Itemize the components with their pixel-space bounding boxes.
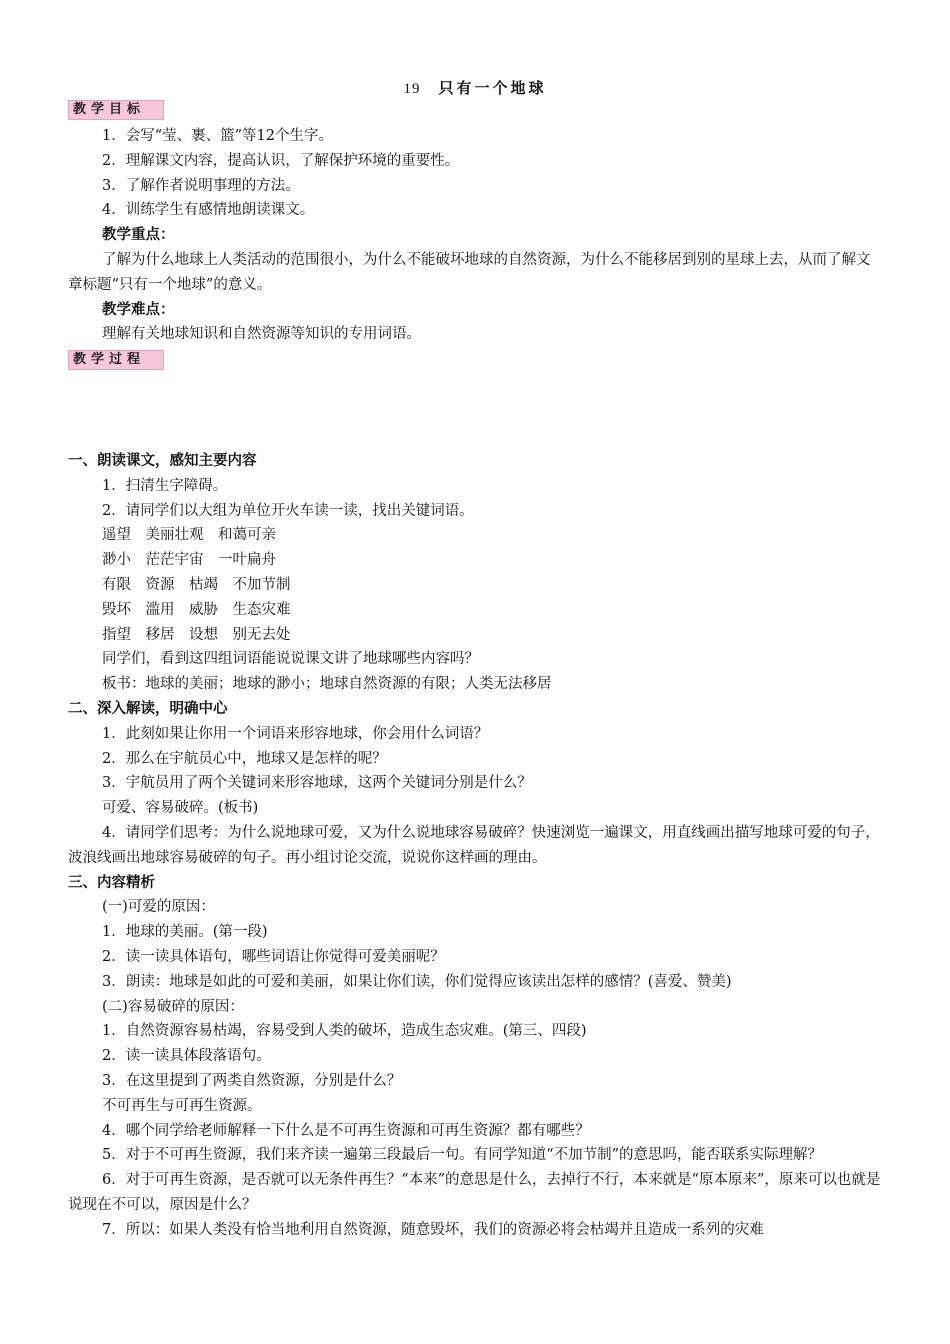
key-point-label: 教学重点：	[102, 226, 175, 244]
section-line: 同学们，看到这四组词语能说说课文讲了地球哪些内容吗？	[102, 651, 479, 668]
section-line: 4．哪个同学给老师解释一下什么是不可再生资源和可再生资源？都有哪些？	[102, 1122, 590, 1139]
key-point-text: 了解为什么地球上人类活动的范围很小，为什么不能破坏地球的自然资源，为什么不能移居到别的星球上去，从而了解文章标题“只有一个地球”的意义。	[68, 251, 871, 293]
goal-item: 1．会写“莹、裹、篮”等12个生字。	[102, 128, 334, 144]
section-line: 3．在这里提到了两类自然资源，分别是什么？	[102, 1072, 402, 1089]
section-line: 可爱、容易破碎。(板书)	[102, 800, 259, 817]
word-group: 毁坏 滥用 威胁 生态灾难	[102, 601, 291, 618]
goals-block	[68, 124, 883, 347]
lesson-number: 19	[403, 81, 421, 97]
lesson-title	[0, 77, 950, 98]
difficult-point-label: 教学难点：	[102, 300, 175, 318]
lesson-title-text: 只有一个地球	[438, 79, 547, 97]
difficult-point-text: 理解有关地球知识和自然资源等知识的专用词语。	[102, 326, 421, 343]
section-paragraph: 6．对于可再生资源，是否就可以无条件再生？“本来”的意思是什么，去掉行不行，本来就是“原本原来”，原来可以也就是说现在不可以，原因是什么？	[68, 1172, 881, 1213]
process-block	[68, 449, 883, 1243]
subsection-heading: (二)容易破碎的原因：	[102, 998, 244, 1015]
section-paragraph: 5．对于不可再生资源，我们来齐读一遍第三段最后一句。有同学知道“不加节制”的意思吗，能否联系实际理解？	[102, 1147, 823, 1164]
goal-item: 3．了解作者说明事理的方法。	[102, 177, 300, 194]
section-line: 2．那么在宇航员心中，地球又是怎样的呢？	[102, 750, 387, 767]
word-group: 遥望 美丽壮观 和蔼可亲	[102, 527, 276, 544]
section-paragraph: 4．请同学们思考：为什么说地球可爱，又为什么说地球容易破碎？快速浏览一遍课文，用直线画出描写地球可爱的句子，波浪线画出地球容易破碎的句子。再小组讨论交流，说说你这样画的理由。	[68, 824, 880, 866]
teaching-goals-tag: 教学目标	[68, 100, 164, 120]
goal-item: 4．训练学生有感情地朗读课文。	[102, 202, 315, 219]
word-group: 渺小 茫茫宇宙 一叶扁舟	[102, 552, 276, 569]
goal-item: 2．理解课文内容，提高认识，了解保护环境的重要性。	[102, 152, 460, 169]
section-line: 1．地球的美丽。(第一段)	[102, 924, 268, 941]
section-line: 2．读一读具体语句，哪些词语让你觉得可爱美丽呢？	[102, 948, 445, 965]
section-line: 2．请同学们以大组为单位开火车读一读，找出关键词语。	[102, 502, 474, 519]
section-paragraph: 7．所以：如果人类没有恰当地利用自然资源，随意毁坏，我们的资源必将会枯竭并且造成一系列的灾难	[102, 1221, 764, 1238]
subsection-heading: (一)可爱的原因：	[102, 899, 215, 916]
section-line: 3．朗读：地球是如此的可爱和美丽，如果让你们读，你们觉得应该读出怎样的感情？(喜爱、赞美)	[102, 973, 732, 990]
word-group: 有限 资源 枯竭 不加节制	[102, 576, 291, 593]
section-line: 2．读一读具体段落语句。	[102, 1048, 271, 1065]
section-heading: 二、深入解读，明确中心	[68, 699, 228, 717]
section-heading: 三、内容精析	[68, 873, 155, 891]
word-group: 指望 移居 设想 别无去处	[102, 626, 291, 643]
section-line: 不可再生与可再生资源。	[102, 1097, 262, 1114]
teaching-process-tag: 教学过程	[68, 350, 164, 370]
section-line: 1．自然资源容易枯竭，容易受到人类的破坏，造成生态灾难。(第三、四段)	[102, 1023, 587, 1040]
section-line: 3．宇航员用了两个关键词来形容地球，这两个关键词分别是什么？	[102, 775, 532, 792]
section-line: 1．此刻如果让你用一个词语来形容地球，你会用什么词语？	[102, 725, 489, 742]
section-heading: 一、朗读课文，感知主要内容	[68, 452, 257, 469]
section-line: 1．扫清生字障碍。	[102, 477, 228, 494]
board-note: 板书：地球的美丽；地球的渺小；地球自然资源的有限；人类无法移居	[102, 676, 552, 693]
